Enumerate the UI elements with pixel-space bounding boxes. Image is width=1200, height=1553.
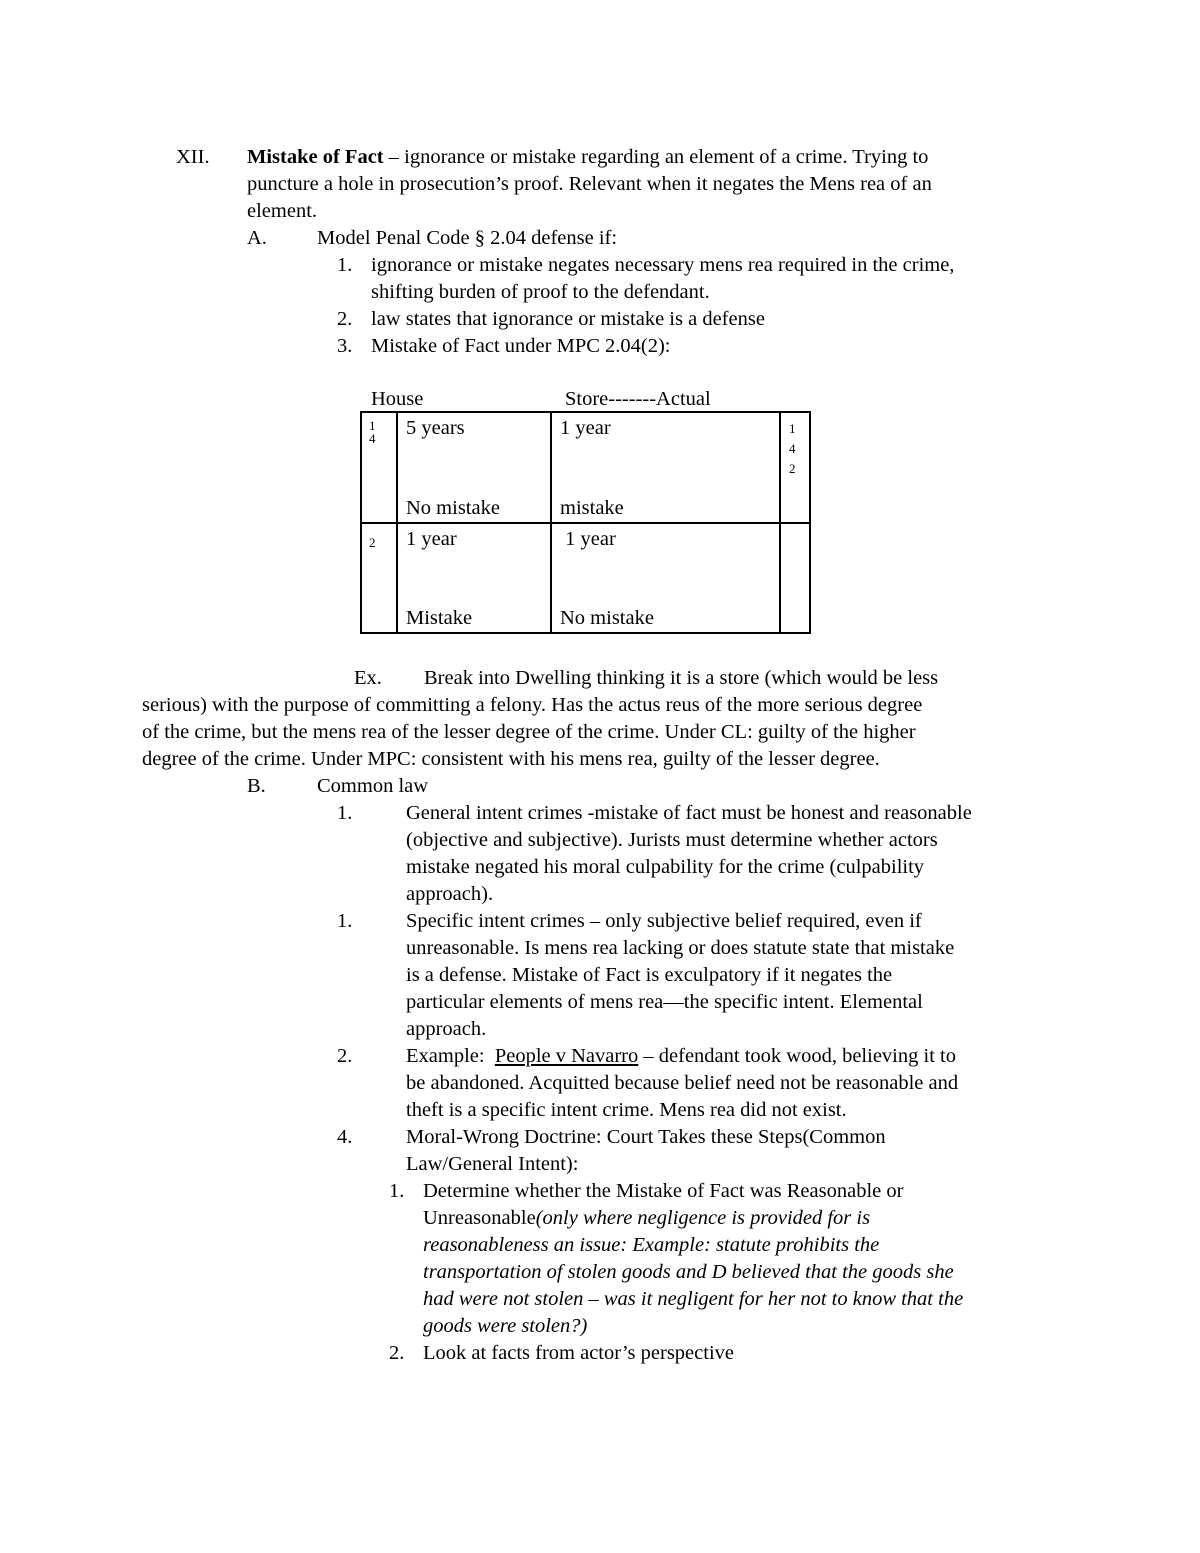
mistake-grid [360,411,811,634]
cl-item-2-line-2: unreasonable. Is mens rea lacking or does statute state that mistake [406,937,955,959]
grid-row-2-store-top: 1 year [560,528,616,550]
section-numeral: XII. [176,146,210,168]
section-intro-line-2: puncture a hole in prosecution’s proof. Relevant when it negates the Mens rea of an [247,173,932,195]
step-2-line-1: Look at facts from actor’s perspective [423,1342,734,1364]
grid-row-1-mark-cell [361,412,397,523]
step-1-italic-line-3 [423,1259,954,1286]
mpc-item-3-num: 3. [337,335,353,357]
step-1-italic-line-4 [423,1286,963,1313]
grid-row-2-house-top: 1 year [406,528,457,550]
cl-item-2-num: 1. [337,910,353,932]
grid-row-2 [361,523,810,633]
cl-item-2-line-3: is a defense. Mistake of Fact is exculpatory if it negates the [406,964,893,986]
mpc-item-2-line-1: law states that ignorance or mistake is a defense [371,308,765,330]
grid-header-store: Store-------Actual [565,388,711,410]
step-1-italic-2: reasonableness an issue: Example: statute prohibits the [423,1234,880,1256]
grid-row-2-store-bottom: No mistake [560,607,654,629]
grid-side-mark: 1 4 2 [789,421,796,476]
cl-item-1-num: 1. [337,802,353,824]
mpc-item-2-num: 2. [337,308,353,330]
section-intro-line-3: element. [247,200,318,222]
mpc-item-1-num: 1. [337,254,353,276]
grid-row-2-house-cell [397,523,551,633]
mpc-letter: A. [247,227,267,249]
grid-header-house: House [371,388,424,410]
step-1-italic-5: goods were stolen?) [423,1315,588,1337]
cl-item-1-line-3: mistake negated his moral culpability for the crime (culpability [406,856,925,878]
grid-row-1-store-cell [551,412,780,523]
example-label: Ex. [354,667,382,689]
grid-row-1-house-bottom: No mistake [406,497,500,519]
cl-item-4-line-2: Law/General Intent): [406,1153,579,1175]
cl-item-1-line-2: (objective and subjective). Jurists must determine whether actors [406,829,938,851]
example-line-1: Break into Dwelling thinking it is a store (which would be less [424,667,939,689]
grid-row-1-house-top: 5 years [406,417,465,439]
grid-row-2-mark-cell [361,523,397,633]
step-1-italic-4: had were not stolen – was it negligent for her not to know that the [423,1288,964,1310]
cl-title: Common law [317,775,429,797]
step-1-italic-line-2 [423,1232,879,1259]
cl-item-3-prefix: Example: [406,1045,495,1067]
step-1-italic-3: transportation of stolen goods and D believed that the goods she [423,1261,954,1283]
mpc-title: Model Penal Code § 2.04 defense if: [317,227,618,249]
example-line-2: serious) with the purpose of committing a felony. Has the actus reus of the more serious degree [142,694,923,716]
step-1-line-2 [423,1205,870,1232]
cl-item-3-num: 2. [337,1045,353,1067]
grid-row-2-store-cell [551,523,780,633]
case-name-people-v-navarro: People v Navarro [494,1045,639,1067]
step-1-italic-line-5 [423,1313,587,1340]
grid-row-2-house-bottom: Mistake [406,607,473,629]
cl-item-3-line-1 [406,1043,956,1070]
cl-item-1-line-4: approach). [406,883,494,905]
section-intro-text: – ignorance or mistake regarding an element of a crime. Trying to [383,146,929,168]
mpc-item-3-line-1: Mistake of Fact under MPC 2.04(2): [371,335,671,357]
cl-item-4-line-1: Moral-Wrong Doctrine: Court Takes these Steps(Common [406,1126,886,1148]
cl-item-2-line-1: Specific intent crimes – only subjective belief required, even if [406,910,922,932]
grid-row-1 [361,412,810,523]
step-1-lead: Unreasonable [423,1207,536,1229]
cl-item-4-num: 4. [337,1126,353,1148]
step-2-num: 2. [389,1342,405,1364]
grid-row-1-mark: 1 4 [369,418,376,446]
example-line-3: of the crime, but the mens rea of the lesser degree of the crime. Under CL: guilty of the higher [142,721,916,743]
step-1-italic-1: (only where negligence is provided for is [535,1207,871,1229]
cl-item-3-line-1-rest: – defendant took wood, believing it to [638,1045,956,1067]
cl-letter: B. [247,775,266,797]
grid-row-2-side-cell [780,523,810,633]
grid-row-1-store-top: 1 year [560,417,611,439]
cl-item-3-line-3: theft is a specific intent crime. Mens rea did not exist. [406,1099,847,1121]
cl-item-1-line-1: General intent crimes -mistake of fact must be honest and reasonable [406,802,972,824]
cl-item-2-line-5: approach. [406,1018,487,1040]
grid-row-1-side-cell [780,412,810,523]
step-1-num: 1. [389,1180,405,1202]
example-line-4: degree of the crime. Under MPC: consistent with his mens rea, guilty of the lesser degree. [142,748,880,770]
cl-item-2-line-4: particular elements of mens rea—the specific intent. Elemental [406,991,923,1013]
grid-row-1-store-bottom: mistake [560,497,624,519]
mpc-item-1-line-2: shifting burden of proof to the defendant. [371,281,710,303]
mpc-item-1-line-1: ignorance or mistake negates necessary mens rea required in the crime, [371,254,955,276]
grid-row-1-house-cell [397,412,551,523]
section-intro-line-1 [247,144,928,171]
step-1-line-1: Determine whether the Mistake of Fact was Reasonable or [423,1180,904,1202]
grid-row-2-mark: 2 [369,535,376,550]
section-heading: Mistake of Fact [247,146,384,168]
cl-item-3-line-2: be abandoned. Acquitted because belief need not be reasonable and [406,1072,959,1094]
